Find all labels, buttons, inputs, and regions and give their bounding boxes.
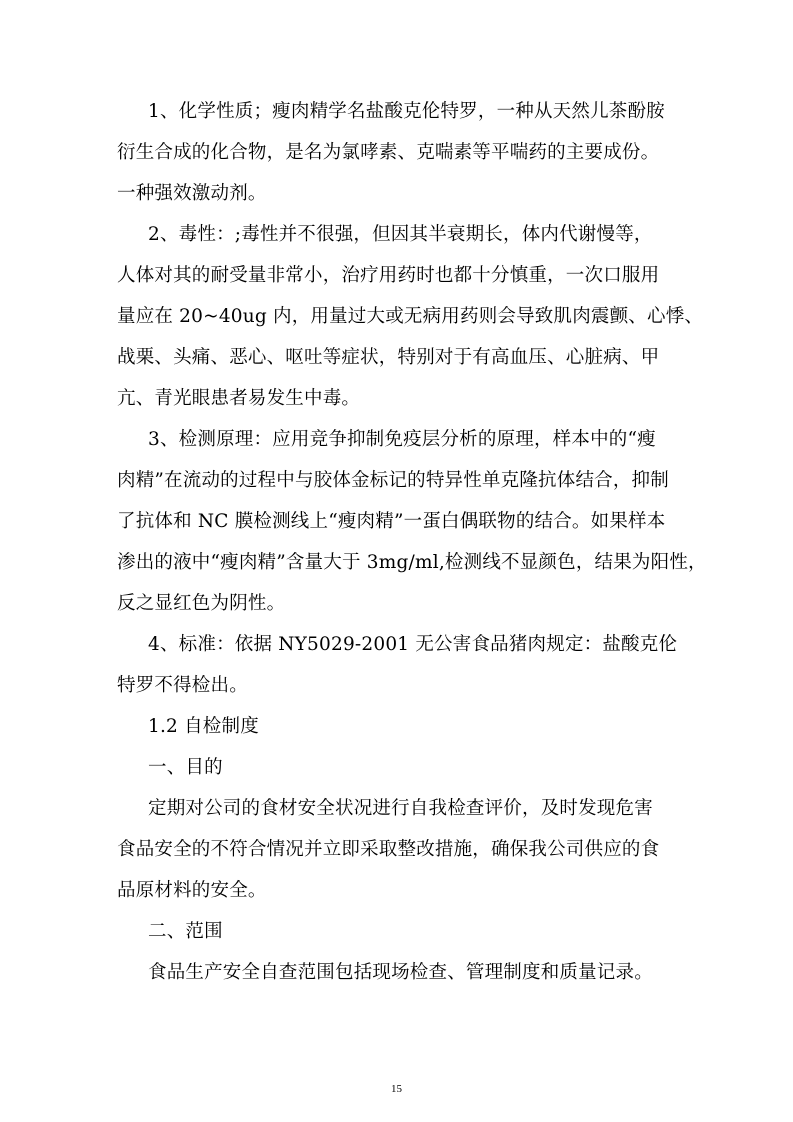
text-line: 特罗不得检出。 [117, 675, 248, 696]
text-line: 亢、青光眼患者易发生中毒。 [117, 388, 361, 409]
text-line: 2、毒性：;毒性并不很强，但因其半衰期长，体内代谢慢等， [148, 224, 653, 245]
text-line: 衍生合成的化合物，是名为氯哮素、克喘素等平喘药的主要成份。 [117, 142, 660, 163]
text-line: 渗出的液中“瘦肉精”含量大于 3mg/ml,检测线不显颜色，结果为阳性， [117, 552, 707, 573]
text-line: 品原材料的安全。 [117, 880, 267, 901]
text-line: 了抗体和 NC 膜检测线上“瘦肉精”一蛋白偶联物的结合。如果样本 [117, 511, 666, 532]
text-line: 食品生产安全自查范围包括现场检查、管理制度和质量记录。 [148, 962, 653, 983]
text-line: 战栗、头痛、恶心、呕吐等症状，特别对于有高血压、心脏病、甲 [117, 347, 660, 368]
paragraph-toxicity [117, 216, 704, 421]
text-line: 量应在 20~40ug 内，用量过大或无病用药则会导致肌肉震颤、心悸、 [117, 306, 704, 327]
paragraph-purpose [117, 790, 697, 913]
subsection-heading-scope: 二、范围 [148, 921, 223, 942]
text-line: 4、标准：依据 NY5029-2001 无公害食品猪肉规定：盐酸克伦 [148, 634, 678, 655]
paragraph-scope [117, 954, 697, 995]
paragraph-standard [117, 626, 697, 708]
text-line: 反之显红色为阴性。 [117, 593, 286, 614]
text-line: 食品安全的不符合情况并立即采取整改措施，确保我公司供应的食 [117, 839, 660, 860]
text-line: 1、化学性质；瘦肉精学名盐酸克伦特罗，一种从天然儿茶酚胺 [148, 101, 665, 122]
text-line: 人体对其的耐受量非常小，治疗用药时也都十分慎重，一次口服用 [117, 265, 660, 286]
text-line: 3、检测原理：应用竞争抑制免疫层分析的原理，样本中的“瘦 [148, 429, 656, 450]
subsection-heading-purpose: 一、目的 [148, 757, 223, 778]
page-number: 15 [391, 1083, 402, 1095]
text-line: 一种强效激动剂。 [117, 183, 267, 204]
document-body [117, 93, 707, 995]
text-line: 定期对公司的食材安全状况进行自我检查评价，及时发现危害 [148, 798, 653, 819]
paragraph-detection-principle [117, 421, 707, 626]
text-line: 肉精”在流动的过程中与胶体金标记的特异性单克隆抗体结合，抑制 [117, 470, 669, 491]
section-heading-self-inspection: 1.2 自检制度 [148, 716, 259, 737]
paragraph-chemical-properties [117, 93, 697, 216]
